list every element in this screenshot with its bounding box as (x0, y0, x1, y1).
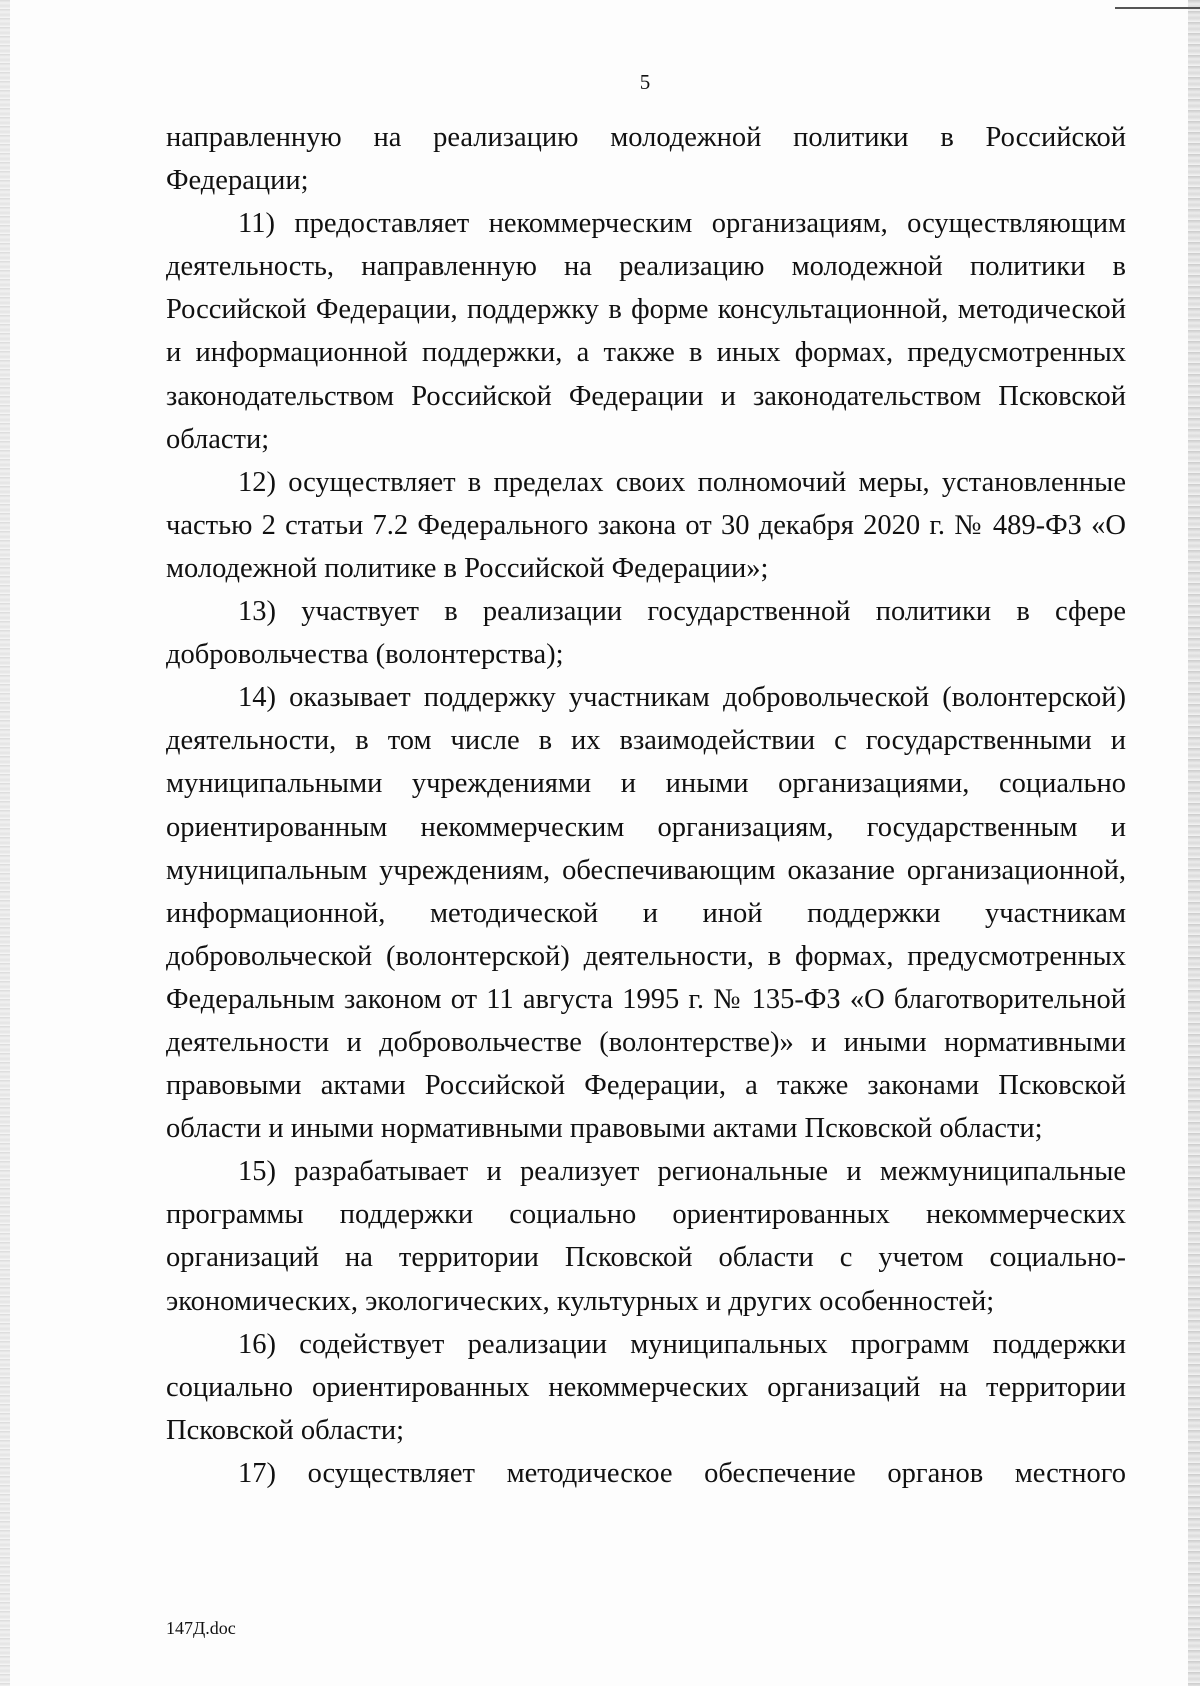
paragraph-item-16: 16) содействует реализации муниципальных программ поддержки социально ориентированных некоммерческих организаций на территории Псковской области; (166, 1328, 1126, 1446)
paragraph-item-13: 13) участвует в реализации государственной политики в сфере добровольчества (волонтерства); (166, 596, 1126, 671)
paragraph-item-12: 12) осуществляет в пределах своих полномочий меры, установленные частью 2 статьи 7.2 Федерального закона от 30 декабря 2020 г. № 489-ФЗ «О молодежной политике в Российской Федерации»; (166, 466, 1126, 584)
scan-edge-right (1188, 0, 1200, 1686)
paragraph-item-11: 11) предоставляет некоммерческим организациям, осуществляющим деятельность, направленную на реализацию молодежной политики в Российской Федерации, поддержку в форме консультационной, методической и информационной поддержки, а также в иных формах, предусмотренных законодательством Российской Федерации и законодательством Псковской области; (166, 208, 1126, 455)
paragraph-item-14: 14) оказывает поддержку участникам добровольческой (волонтерской) деятельности, в том числе в их взаимодействии с государственными и муниципальными учреждениями и иными организациями, социально ориентированным некоммерческим организациям, государственным и муниципальным учреждениям, обеспечивающим оказание организационной, информационной, методической и иной поддержки участникам добровольческой (волонтерской) деятельности, в формах, предусмотренных Федеральным законом от 11 августа 1995 г. № 135-ФЗ «О благотворительной деятельности и добровольчестве (волонтерстве)» и иными нормативными правовыми актами Российской Федерации, а также законами Псковской области и иными нормативными правовыми актами Псковской области; (166, 682, 1126, 1145)
document-body (166, 116, 1126, 1495)
scan-edge-left (0, 0, 10, 1686)
page-number: 5 (639, 70, 651, 94)
scan-corner-line (1115, 7, 1200, 9)
paragraph-item-15: 15) разрабатывает и реализует региональные и межмуниципальные программы поддержки социально ориентированных некоммерческих организаций на территории Псковской области с учетом социально-экономических, экологических, культурных и других особенностей; (166, 1156, 1126, 1317)
footer-filename: 147Д.doc (166, 1618, 236, 1638)
paragraph-continuation: направленную на реализацию молодежной политики в Российской Федерации; (166, 122, 1126, 197)
paragraph-item-17: 17) осуществляет методическое обеспечение органов местного (238, 1457, 1126, 1489)
